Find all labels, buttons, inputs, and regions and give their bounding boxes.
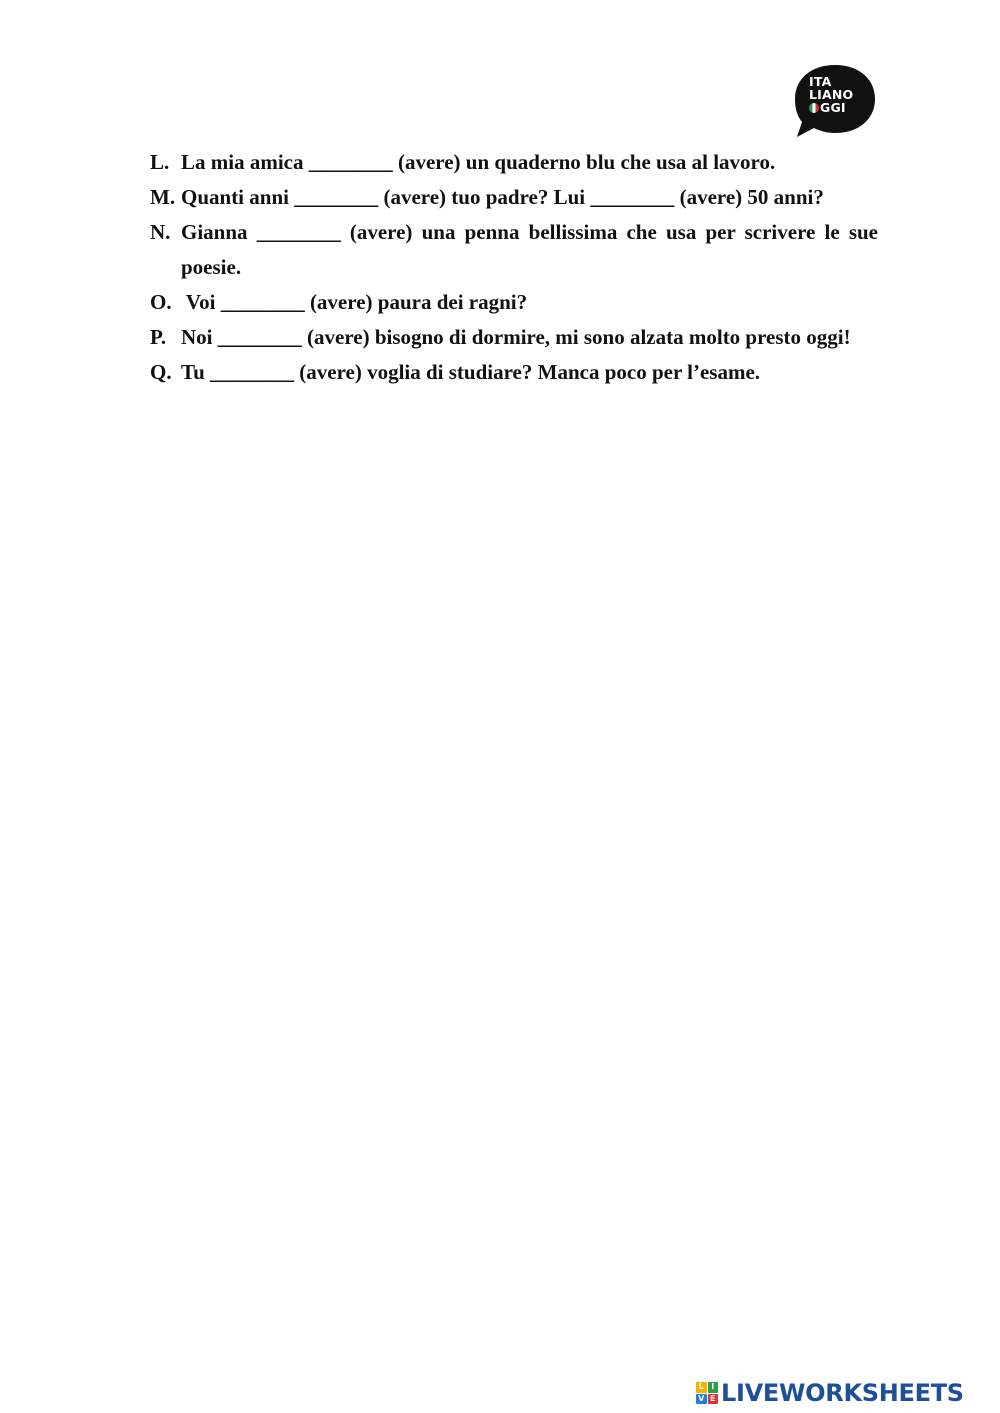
item-text: Quanti anni ________ (avere) tuo padre? Lui ________ (avere) 50 anni? bbox=[181, 185, 824, 209]
exercise-item bbox=[150, 215, 878, 285]
item-letter: L. bbox=[150, 150, 170, 174]
logo-line-1: ITA bbox=[809, 74, 832, 89]
exercise-item bbox=[150, 180, 878, 215]
item-letter: P. bbox=[150, 325, 167, 349]
liveworksheets-brand[interactable] bbox=[696, 1378, 964, 1408]
exercise-item bbox=[150, 320, 878, 355]
item-letter: M. bbox=[150, 185, 176, 209]
logo-line-3-text: GGI bbox=[820, 100, 846, 115]
exercise-item bbox=[150, 355, 878, 390]
logo-line-2: LIANO bbox=[809, 87, 854, 102]
icon-tile: I bbox=[708, 1382, 719, 1393]
item-text: Gianna ________ (avere) una penna bellissima che usa per scrivere le sue poesie. bbox=[181, 220, 878, 279]
item-letter: N. bbox=[150, 220, 171, 244]
italian-flag-icon bbox=[809, 103, 819, 113]
exercise-list bbox=[150, 145, 878, 390]
item-text: Noi ________ (avere) bisogno di dormire, mi sono alzata molto presto oggi! bbox=[181, 325, 851, 349]
brand-name: LIVEWORKSHEETS bbox=[721, 1379, 964, 1407]
liveworksheets-icon bbox=[696, 1382, 718, 1404]
icon-tile: V bbox=[696, 1394, 707, 1405]
logo-line-3 bbox=[809, 101, 871, 114]
item-letter: O. bbox=[150, 290, 172, 314]
item-text: Tu ________ (avere) voglia di studiare? Manca poco per l’esame. bbox=[181, 360, 761, 384]
icon-tile: L bbox=[696, 1382, 707, 1393]
item-text: La mia amica ________ (avere) un quaderno blu che usa al lavoro. bbox=[181, 150, 776, 174]
item-text: Voi ________ (avere) paura dei ragni? bbox=[181, 290, 528, 314]
item-letter: Q. bbox=[150, 360, 172, 384]
exercise-item bbox=[150, 285, 878, 320]
exercise-item bbox=[150, 145, 878, 180]
icon-tile: E bbox=[708, 1394, 719, 1405]
logo-text bbox=[809, 75, 871, 114]
italiano-oggi-logo bbox=[793, 63, 877, 139]
